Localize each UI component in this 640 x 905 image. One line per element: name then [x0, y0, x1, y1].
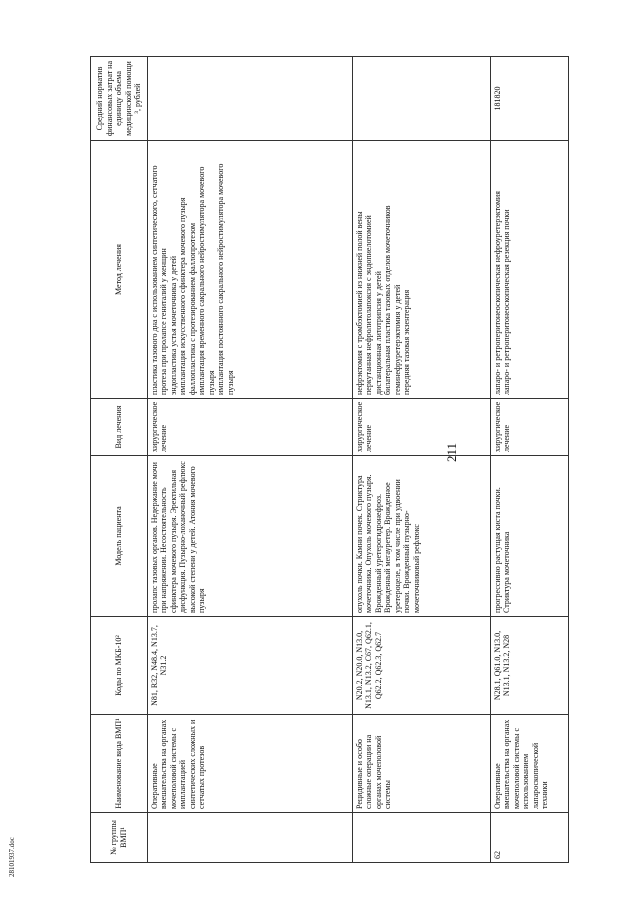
- cell-group-no: [147, 813, 352, 863]
- header-row: [91, 57, 148, 863]
- method-item: фаллопластика с протезированием фаллопротезом: [187, 222, 197, 395]
- cell-name: Оперативные вмешательства на органах мочеполовой системы с имплантацией синтетических сложных и сетчатых протезов: [147, 715, 352, 813]
- cell-name: Рецидивные и особо сложные операции на органах мочеполовой системы: [352, 715, 490, 813]
- cell-cost: 181820: [490, 57, 568, 141]
- method-item: имплантация постоянного сакрального нейростимулятора мочевого пузыря: [216, 163, 235, 395]
- cell-codes: N28.1, Q61.0, N13.0, N13.1, N13.2, N28: [490, 617, 568, 715]
- header-model: Модель пациента: [91, 456, 148, 617]
- cell-group-no: [352, 813, 490, 863]
- cell-group-no: 62: [490, 813, 568, 863]
- method-item: имплантация временного сакрального нейростимулятора мочевого пузыря: [197, 166, 216, 395]
- header-method: Метод лечения: [91, 141, 148, 399]
- method-item: геминефруретерэктомия у детей: [392, 284, 402, 395]
- method-item: передняя тазовая экзентерация: [402, 289, 411, 395]
- table-row: [352, 57, 490, 863]
- cell-codes: N20.2, N20.0, N13.0, N13.1, N13.2, C67, Q62.1, Q62.2, Q62.3, Q62.7: [352, 617, 490, 715]
- method-item: перкутанная нефролитолапоксия с эндопиелотомией: [364, 215, 373, 395]
- cell-treatment-type: хирургическое лечение: [147, 399, 352, 456]
- header-treatment-type: Вид лечения: [91, 399, 148, 456]
- cell-cost: [147, 57, 352, 141]
- method-item: эндопластика устья мочеточника у детей: [168, 255, 178, 395]
- cell-method: [352, 141, 490, 399]
- header-cost: Средний норматив финансовых затрат на единицу объема медицинской помощи ³, рублей: [91, 57, 148, 141]
- method-item: нефрэктомия с тромбэктомией из нижней полой вены: [354, 211, 364, 395]
- method-item: билатеральная пластика тазовых отделов мочеточников: [383, 205, 392, 395]
- table-row: [147, 57, 352, 863]
- cell-model: пролапс тазовых органов. Недержание мочи при напряжении. Несостоятельность сфинктера мочевого пузыря. Эректильная дисфункция. Пузырно-лоханочный рефлюкс высокой степени у детей. Атония мочевого пузыря: [147, 456, 352, 617]
- cell-model: опухоль почки. Камни почек. Стриктура мочеточника. Опухоль мочевого пузыря. Врожденный уретерогидронефроз. Врожденный мегауретер. Врожденное уретероцеле, в том числе при удвоении почки. Врожденный пузырно-мочеточниковый рефлюкс: [352, 456, 490, 617]
- method-item: лапаро- и ретроперитонеоскопическая резекция почки: [502, 209, 511, 395]
- cell-treatment-type: хирургическое лечение: [352, 399, 490, 456]
- cell-cost: [352, 57, 490, 141]
- header-name: Наименование вида ВМП¹: [91, 715, 148, 813]
- cell-name: Оперативные вмешательства на органах мочеполовой системы с использованием лапароскопической техники: [490, 715, 568, 813]
- cell-codes: N81, R32, N48.4, N13.7, N31.2: [147, 617, 352, 715]
- medical-care-table: [90, 56, 569, 863]
- header-codes: Коды по МКБ-10²: [91, 617, 148, 715]
- document-filename: 28101937.doc: [8, 837, 16, 877]
- page-number: 211: [444, 442, 459, 463]
- method-item: лапаро- и ретроперитонеоскопическая нефроуретерэктомия: [492, 191, 502, 395]
- cell-model: прогрессивно растущая киста почки. Стриктура мочеточника: [490, 456, 568, 617]
- method-item: имплантация искусственного сфинктера мочевого пузыря: [178, 197, 187, 395]
- method-item: дистанционная литотрипсия у детей: [373, 271, 383, 395]
- cell-method: [147, 141, 352, 399]
- cell-method: [490, 141, 568, 399]
- cell-treatment-type: хирургическое лечение: [490, 399, 568, 456]
- method-item: пластика тазового дна с использованием синтетического, сетчатого протеза при пролапсе гениталий у женщин: [149, 165, 168, 395]
- table-row: [490, 57, 568, 863]
- header-group-no: № группы ВМП¹: [91, 813, 148, 863]
